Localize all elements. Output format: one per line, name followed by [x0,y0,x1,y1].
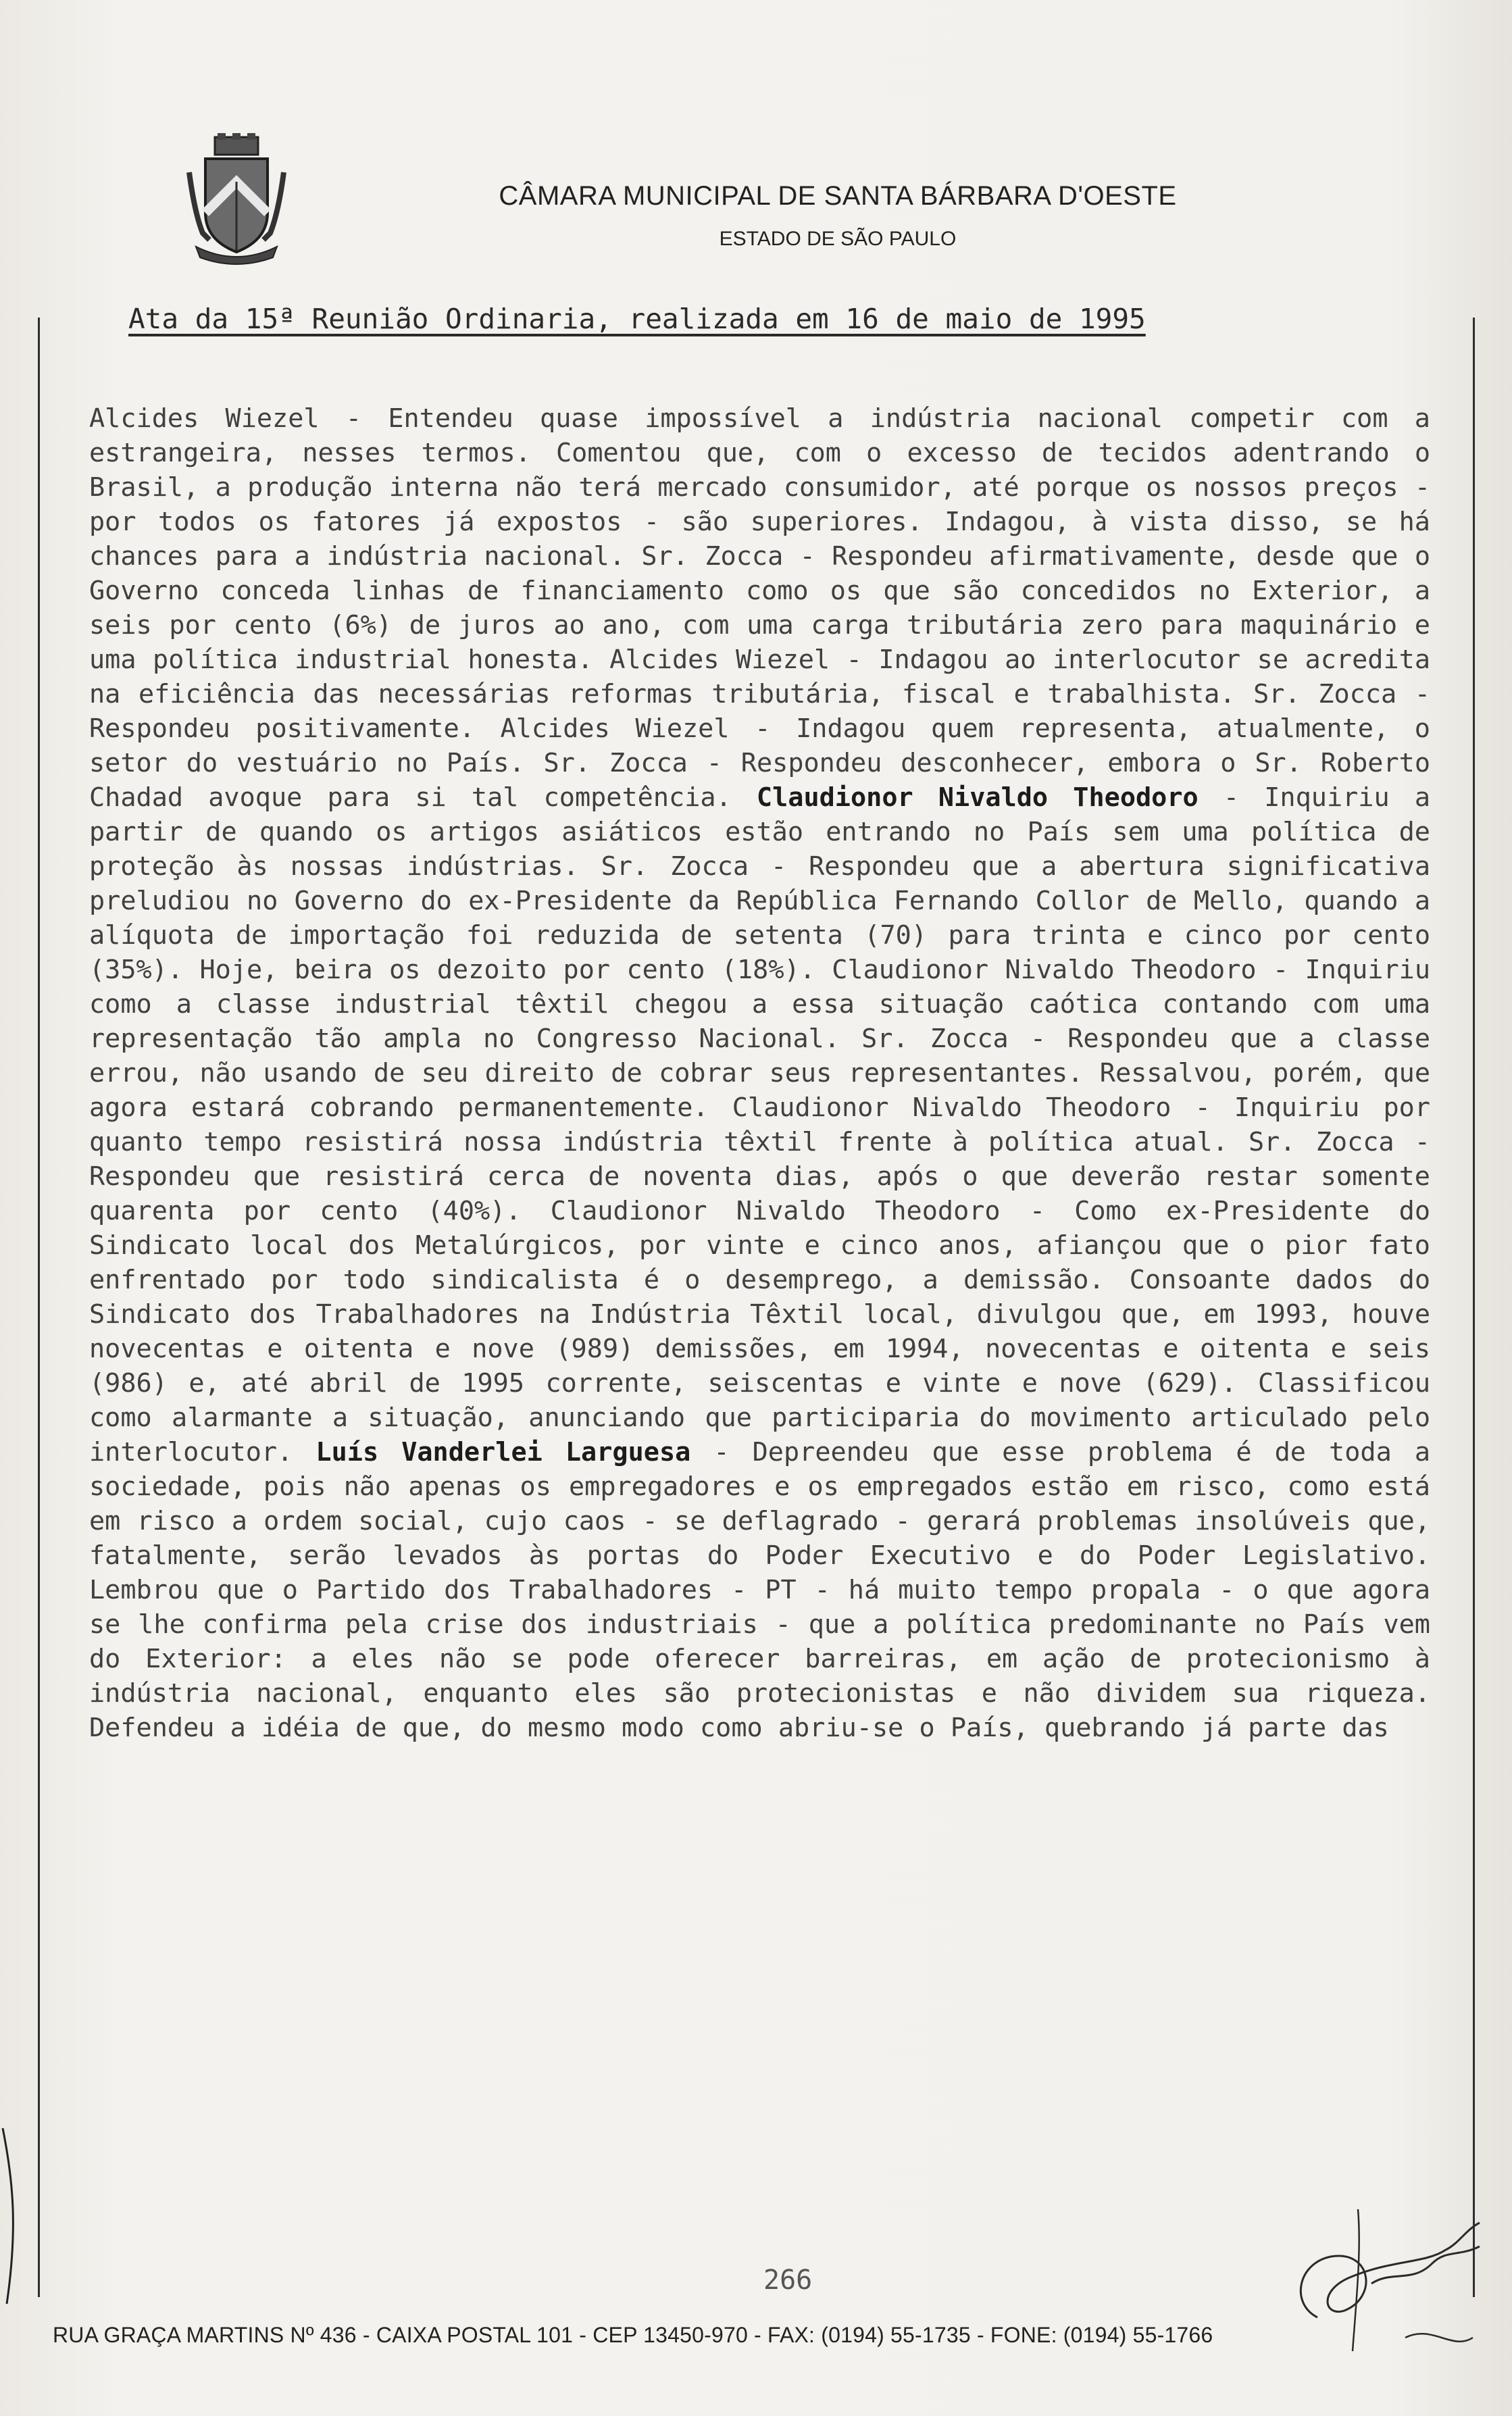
page-number: 266 [763,2265,813,2296]
body-text-segment: - Depreendeu que esse problema é de toda a sociedade, pois não apenas os empregadores e os empregados estão em risco, como está em risco a ordem social, cujo caos - se deflagrado - gerará problemas insolúveis que, fatalmente, serão levados às portas do Poder Executivo e do Poder Legislativo. Lembrou que o Partido dos Trabalhadores - PT - há muito tempo propala - o que agora se lhe confirma pela crise dos industriais - que a política predominante no País vem do Exterior: a eles não se pode oferecer barreiras, em ação de protecionismo à indústria nacional, enquanto eles são protecionistas e não dividem sua riqueza. Defendeu a idéia de que, do mesmo modo como abriu-se o País, quebrando já parte das [89,1437,1430,1743]
org-name: CÂMARA MUNICIPAL DE SANTA BÁRBARA D'OESTE [499,181,1177,211]
letterhead [405,181,1270,251]
minutes-body [89,401,1430,2192]
municipal-coat-of-arms-logo [182,132,291,267]
org-state: ESTADO DE SÃO PAULO [719,228,957,250]
minutes-title: Ata da 15ª Reunião Ordinaria, realizada em 16 de maio de 1995 [128,303,1146,335]
right-margin-rule [1473,318,1475,2297]
speaker-name: Claudionor Nivaldo Theodoro [756,782,1199,813]
body-text-segment: Alcides Wiezel - Entendeu quase impossível a indústria nacional competir com a estrangeira, nesses termos. Comentou que, com o excesso de tecidos adentrando o Brasil, a produção interna não terá mercado consumidor, até porque os nossos preços - por todos os fatores já expostos - são superiores. Indagou, à vista disso, se há chances para a indústria nacional. Sr. Zocca - Respondeu afirmativamente, desde que o Governo conceda linhas de financiamento como os que são concedidos no Exterior, a seis por cento (6%) de juros ao ano, com uma carga tributária zero para maquinário e uma política industrial honesta. Alcides Wiezel - Indagou ao interlocutor se acredita na eficiência das necessárias reformas tributária, fiscal e trabalhista. Sr. Zocca - Respondeu positivamente. Alcides Wiezel - Indagou quem representa, atualmente, o setor do vestuário no País. Sr. Zocca - Respondeu desconhecer, embora o Sr. Roberto Chadad avoque para si tal competência. [89,403,1430,813]
speaker-name: Luís Vanderlei Larguesa [316,1437,691,1467]
body-text-segment: - Inquiriu a partir de quando os artigos asiáticos estão entrando no País sem uma política de proteção às nossas indústrias. Sr. Zocca - Respondeu que a abertura significativa preludiou no Governo do ex-Presidente da República Fernando Collor de Mello, quando a alíquota de importação foi reduzida de setenta (70) para trinta e cinco por cento (35%). Hoje, beira os dezoito por cento (18%). Claudionor Nivaldo Theodoro - Inquiriu como a classe industrial têxtil chegou a essa situação caótica contando com uma representação tão ampla no Congresso Nacional. Sr. Zocca - Respondeu que a classe errou, não usando de seu direito de cobrar seus representantes. Ressalvou, porém, que agora estará cobrando permanentemente. Claudionor Nivaldo Theodoro - Inquiriu por quanto tempo resistirá nossa indústria têxtil frente à política atual. Sr. Zocca - Respondeu que resistirá cerca de noventa dias, após o que deverão restar somente quarenta por cento (40%). Claudionor Nivaldo Theodoro - Como ex-Presidente do Sindicato local dos Metalúrgicos, por vinte e cinco anos, afiançou que o pior fato enfrentado por todo sindicalista é o desemprego, a demissão. Consoante dados do Sindicato dos Trabalhadores na Indústria Têxtil local, divulgou que, em 1993, houve novecentas e oitenta e nove (989) demissões, em 1994, novecentas e oitenta e seis (986) e, até abril de 1995 corrente, seiscentas e vinte e nove (629). Classificou como alarmante a situação, anunciando que participaria do movimento articulado pelo interlocutor. [89,782,1430,1467]
margin-pen-mark [0,2128,27,2304]
left-margin-rule [38,318,40,2297]
footer-address: RUA GRAÇA MARTINS Nº 436 - CAIXA POSTAL 101 - CEP 13450-970 - FAX: (0194) 55-1735 - FONE: (0194) 55-1766 [53,2323,1213,2347]
body-paragraph [89,401,1430,1745]
reverse-bleed-through [980,128,1453,412]
